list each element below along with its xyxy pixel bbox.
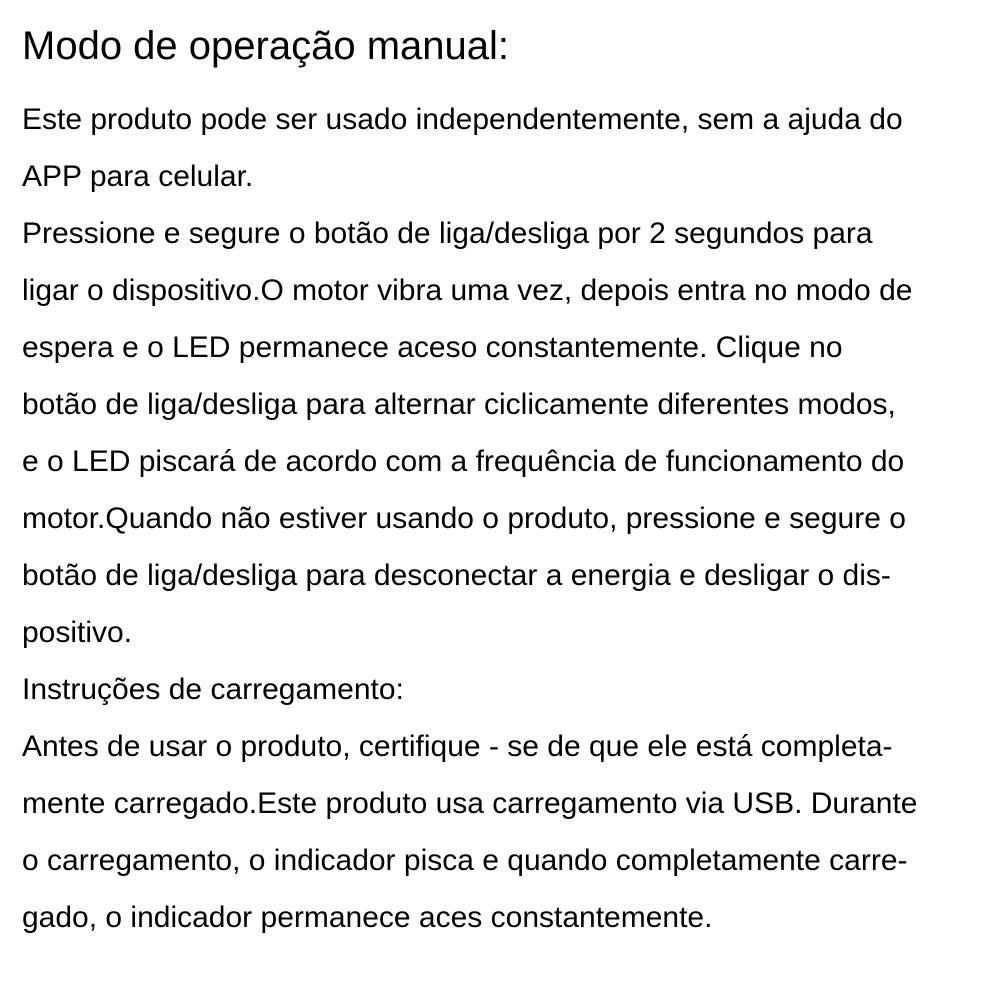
text-line-7: e o LED piscará de acordo com a frequência de funcionamento do (22, 445, 905, 478)
document-body (22, 91, 918, 946)
text-line-8: motor.Quando não estiver usando o produto, pressione e segure o (22, 502, 906, 535)
text-line-6: botão de liga/desliga para alternar ciclicamente diferentes modos, (22, 388, 896, 421)
text-line-4: ligar o dispositivo.O motor vibra uma vez, depois entra no modo de (22, 274, 913, 307)
text-line-5: espera e o LED permanece aceso constantemente. Clique no (22, 331, 843, 364)
text-line-15: gado, o indicador permanece aces constantemente. (22, 901, 713, 934)
document-title: Modo de operação manual: (22, 24, 509, 68)
text-line-2: APP para celular. (22, 160, 254, 193)
text-line-9: botão de liga/desliga para desconectar a energia e desligar o dis- (22, 559, 891, 592)
text-line-3: Pressione e segure o botão de liga/desliga por 2 segundos para (22, 217, 873, 250)
text-line-14: o carregamento, o indicador pisca e quando completamente carre- (22, 844, 908, 877)
text-line-1: Este produto pode ser usado independentemente, sem a ajuda do (22, 103, 903, 136)
text-line-10: positivo. (22, 616, 133, 649)
text-line-12: Antes de usar o produto, certifique - se de que ele está completa- (22, 730, 893, 763)
section-heading-charging: Instruções de carregamento: (22, 673, 404, 706)
text-line-13: mente carregado.Este produto usa carregamento via USB. Durante (22, 787, 918, 820)
